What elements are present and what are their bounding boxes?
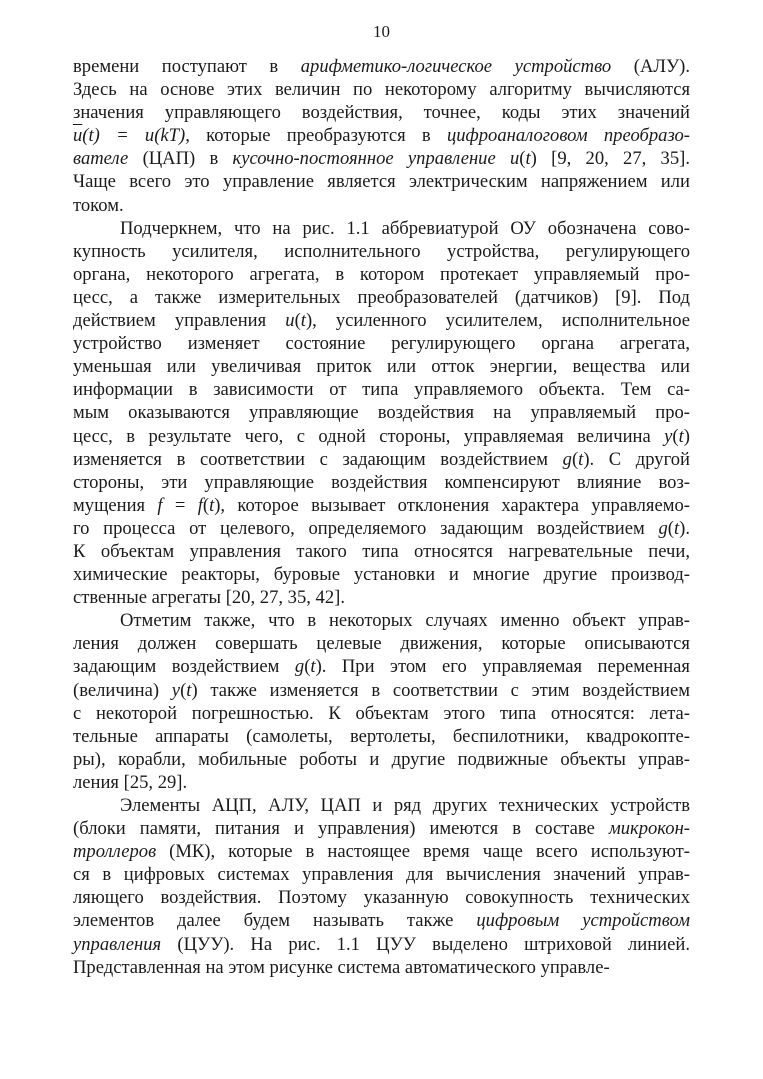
text-segment: ления [25, 29]. (73, 771, 188, 793)
text-segment: ( (304, 656, 311, 678)
text-line (73, 540, 690, 563)
text-line (73, 794, 690, 817)
italic-segment: t (310, 656, 316, 678)
italic-segment: цифровым устройством (476, 910, 691, 932)
text-segment: (АЛУ). (611, 56, 691, 77)
text-line (73, 355, 690, 378)
paragraph (73, 794, 690, 979)
text-segment: Отметим также, что в некоторых случаях именно объект управ- (120, 610, 690, 632)
text-line (73, 679, 690, 702)
text-segment: ственные агрегаты [20, 27, 35, 42]. (73, 587, 345, 609)
text-line (73, 655, 690, 678)
paragraph (73, 609, 690, 794)
italic-segment: t (209, 494, 215, 516)
text-line (73, 471, 690, 494)
text-segment: информации в зависимости от типа управляемого объекта. Тем са- (73, 379, 690, 401)
text-line (73, 817, 690, 840)
text-line (73, 725, 690, 748)
text-segment: мым оказываются управляющие воздействия на управляемый про- (73, 402, 690, 424)
italic-segment: микрокон- (608, 818, 690, 840)
text-segment: = (162, 494, 198, 516)
italic-segment: y (664, 425, 673, 447)
italic-segment: y (171, 679, 181, 701)
text-segment: ) (683, 425, 690, 447)
text-segment: ( (667, 517, 674, 539)
text-segment: го процесса от целевого, определяемого задающим воздействием (73, 517, 659, 539)
text-line (73, 632, 690, 655)
text-segment: Элементы АЦП, АЛУ, ЦАП и ряд других технических устройств (120, 795, 690, 816)
italic-segment: f (157, 494, 163, 516)
text-segment: (ЦАП) в (128, 148, 233, 170)
text-segment: К объектам управления такого типа относятся нагревательные печи, (73, 540, 690, 562)
text-line (73, 332, 690, 355)
text-segment: током. (73, 194, 124, 216)
text-segment: действием управления (73, 310, 286, 332)
page-number: 10 (373, 22, 390, 41)
text-segment: органа, некоторого агрегата, в котором протекает управляемый про- (73, 263, 690, 285)
text-line (73, 78, 690, 101)
text-line (73, 194, 690, 217)
text-segment: ( (294, 310, 301, 332)
text-segment: значения управляющего воздействия, точнее, коды этих значений (73, 102, 690, 124)
italic-segment: вателе (73, 148, 129, 170)
text-line (73, 748, 690, 771)
italic-segment: t (186, 679, 192, 701)
text-line (73, 563, 690, 586)
italic-segment: g (658, 517, 668, 539)
text-segment: мущения (73, 494, 158, 516)
text-segment: устройство изменяет состояние регулирующего органа агрегата, (73, 333, 690, 355)
text-segment: ), которое вызывает отклонения характера управляемо- (214, 494, 690, 516)
text-line (73, 170, 690, 193)
text-segment: химические реакторы, буровые установки и многие другие производ- (73, 564, 690, 586)
italic-segment: t (300, 310, 306, 332)
text-line (73, 448, 690, 471)
text-line (73, 956, 690, 979)
text-line (73, 101, 690, 124)
italic-segment: управления (73, 933, 162, 955)
text-segment: ). С другой (583, 448, 690, 470)
text-line (73, 240, 690, 263)
text-segment: ), усиленного усилителем, исполнительное (305, 310, 691, 332)
text-segment: уменьшая или увеличивая приток или отток энергии, вещества или (73, 356, 690, 378)
text-segment: задающим воздействием (73, 656, 295, 678)
text-segment: ( (672, 425, 679, 447)
italic-segment: g (562, 448, 572, 470)
text-line (73, 863, 690, 886)
document-body (73, 55, 690, 979)
text-line (73, 286, 690, 309)
italic-segment: кусочно-постоянное управление u (232, 148, 520, 170)
italic-segment: (t) = u(kT), (82, 125, 190, 147)
text-line (73, 425, 690, 448)
text-segment: ). При этом его управляемая переменная (315, 656, 690, 678)
text-segment: (величина) (73, 679, 172, 701)
italic-segment: u (285, 310, 295, 332)
text-segment: ) также изменяется в соответствии с этим воздействием (191, 679, 690, 701)
text-line (73, 933, 690, 956)
text-segment: Представленная на этом рисунке система автоматического управле- (73, 956, 610, 978)
text-segment: ). (679, 517, 690, 539)
text-segment: Подчеркнем, что на рис. 1.1 аббревиатурой ОУ обозначена сово- (120, 217, 690, 239)
text-line (73, 494, 690, 517)
paragraph (73, 55, 690, 217)
text-segment: ( (202, 494, 210, 516)
italic-segment: g (294, 656, 305, 678)
text-segment: элементов далее будем называть также (73, 910, 477, 932)
text-segment: стороны, эти управляющие воздействия компенсируют влияние воз- (73, 471, 690, 493)
text-line (73, 309, 690, 332)
italic-segment: t (578, 448, 584, 470)
text-line (73, 517, 690, 540)
text-segment: (блоки памяти, питания и управления) имеются в составе (73, 818, 609, 840)
text-line (73, 401, 690, 424)
text-line (73, 378, 690, 401)
text-segment: изменяется в соответствии с задающим воздействием (73, 448, 563, 470)
text-segment: с некоторой погрешностью. К объектам этого типа относятся: лета- (73, 702, 690, 724)
text-line (73, 263, 690, 286)
text-line (73, 124, 690, 147)
text-segment: ления должен совершать целевые движения, которые описываются (73, 633, 690, 655)
text-segment: ( (180, 679, 187, 701)
text-segment: ры), корабли, мобильные роботы и другие подвижные объекты управ- (73, 748, 690, 770)
text-segment: ( (519, 148, 526, 170)
overlined-symbol: $\overline{u}$ (73, 125, 83, 147)
text-segment: времени поступают в (73, 56, 301, 77)
text-segment: купность усилителя, исполнительного устройства, регулирующего (73, 240, 690, 262)
text-line (73, 609, 690, 632)
text-line (73, 55, 690, 78)
text-line (73, 771, 690, 794)
text-segment: (ЦУУ). На рис. 1.1 ЦУУ выделено штриховой линией. (161, 933, 690, 955)
italic-segment: t (673, 517, 680, 539)
text-segment: ) [9, 20, 27, 35]. (530, 148, 690, 170)
text-line (73, 217, 690, 240)
italic-segment: троллеров (73, 841, 157, 863)
italic-segment: арифметико-логическое устройство (300, 56, 612, 77)
text-line (73, 909, 690, 932)
text-segment: ( (571, 448, 579, 470)
italic-segment: t (525, 148, 531, 170)
text-segment: которые преобразуются в (189, 125, 447, 147)
text-segment: Чаще всего это управление является электрическим напряжением или (73, 171, 690, 193)
text-line (73, 886, 690, 909)
text-line (73, 702, 690, 725)
text-line (73, 586, 690, 609)
italic-segment: цифроаналоговом преобразо- (446, 125, 690, 147)
text-segment: ся в цифровых системах управления для вычисления значений управ- (73, 864, 690, 886)
text-segment: тельные аппараты (самолеты, вертолеты, беспилотники, квадрокопте- (73, 725, 690, 747)
text-line (73, 840, 690, 863)
italic-segment: t (678, 425, 684, 447)
text-line (73, 147, 690, 170)
text-segment: цесс, в результате чего, с одной стороны, управляемая величина (73, 425, 665, 447)
text-segment: цесс, а также измерительных преобразователей (датчиков) [9]. Под (73, 286, 690, 308)
text-segment: (МК), которые в настоящее время чаще всего используют- (156, 841, 690, 863)
text-segment: ляющего воздействия. Поэтому указанную совокупность технических (73, 887, 690, 909)
italic-segment: f (197, 494, 203, 516)
text-segment: Здесь на основе этих величин по некоторому алгоритму вычисляются (73, 79, 690, 101)
paragraph (73, 217, 690, 610)
